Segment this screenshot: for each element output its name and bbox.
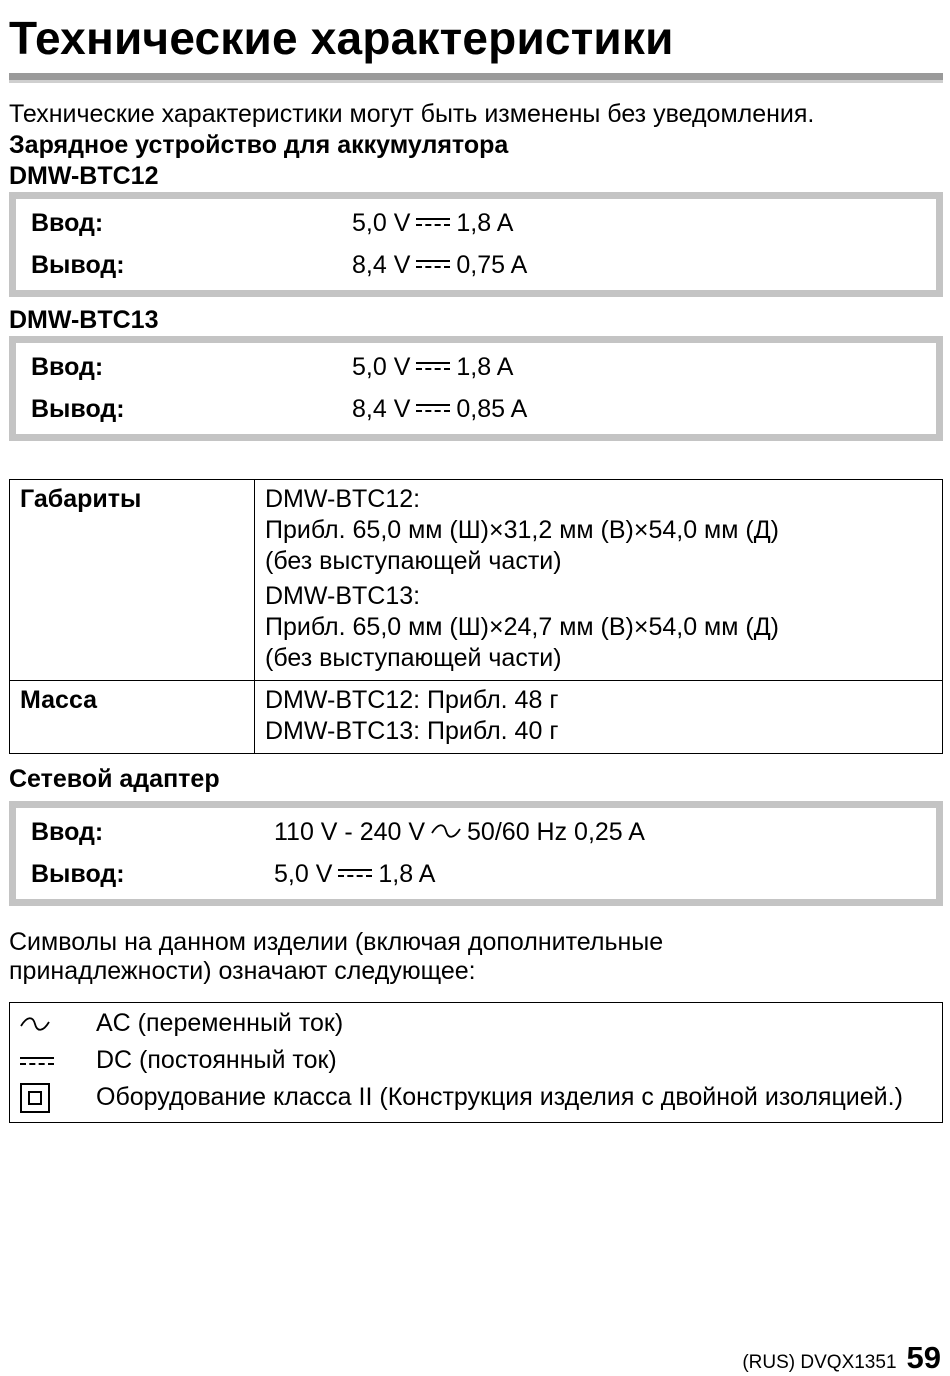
input-value — [352, 209, 513, 238]
dc-symbol-icon — [338, 869, 372, 878]
output-current: 0,75 A — [456, 250, 528, 279]
btc13-input-row — [16, 346, 936, 388]
charger-heading: Зарядное устройство для аккумулятора — [9, 131, 509, 159]
list-item — [10, 1042, 942, 1079]
input-frequency-current: 50/60 Hz 0,25 A — [467, 817, 645, 846]
output-current: 1,8 A — [378, 859, 436, 888]
output-voltage: 8,4 V — [352, 394, 411, 423]
btc13-dims-label: DMW-BTC13: — [265, 582, 421, 610]
document-page — [9, 0, 943, 1123]
symbols-table — [9, 1002, 943, 1123]
page-title: Технические характеристики — [9, 12, 674, 64]
dc-symbol-icon — [416, 218, 450, 227]
symbols-intro-line-2: принадлежности) означают следующее: — [9, 957, 476, 985]
dc-symbol-icon — [416, 260, 450, 269]
ac-symbol-icon — [20, 1017, 50, 1031]
btc12-dims-size: Прибл. 65,0 мм (Ш)×31,2 мм (В)×54,0 мм (Д) — [265, 516, 779, 544]
output-value — [352, 251, 527, 280]
output-value — [352, 395, 527, 424]
btc12-mass: DMW-BTC12: Прибл. 48 г — [265, 686, 559, 714]
ac-symbol-cell — [10, 1009, 96, 1038]
table-row — [10, 480, 943, 681]
input-value — [274, 818, 645, 847]
output-voltage: 8,4 V — [352, 250, 411, 279]
class-ii-double-square-icon — [20, 1083, 50, 1113]
mass-value — [255, 681, 943, 754]
class2-symbol-text: Оборудование класса II (Конструкция изделия с двойной изоляцией.) — [96, 1083, 903, 1111]
btc12-output-row — [16, 244, 936, 286]
title-rule — [9, 73, 943, 83]
list-item — [10, 1005, 942, 1042]
page-number: 59 — [906, 1340, 941, 1375]
adapter-spec-box — [9, 801, 943, 906]
mass-label: Масса — [10, 681, 255, 754]
btc12-spec-box — [9, 192, 943, 297]
input-label: Ввод: — [31, 817, 104, 846]
model-btc12-heading: DMW-BTC12 — [9, 162, 159, 190]
page-footer — [742, 1340, 941, 1376]
symbols-intro-line-1: Символы на данном изделии (включая дополнительные — [9, 928, 664, 956]
ac-symbol-text: AC (переменный ток) — [96, 1009, 344, 1037]
input-voltage: 5,0 V — [352, 352, 411, 381]
list-item — [10, 1079, 942, 1116]
adapter-heading: Сетевой адаптер — [9, 765, 220, 793]
dc-symbol-icon — [20, 1057, 54, 1066]
output-value — [274, 860, 435, 889]
btc12-dims-label: DMW-BTC12: — [265, 485, 421, 513]
input-voltage: 5,0 V — [352, 208, 411, 237]
input-current: 1,8 A — [456, 208, 514, 237]
spec-change-note: Технические характеристики могут быть изменены без уведомления. — [9, 100, 815, 128]
dimensions-value — [255, 480, 943, 681]
input-value — [352, 353, 513, 382]
model-btc13-heading: DMW-BTC13 — [9, 306, 159, 334]
btc13-mass: DMW-BTC13: Прибл. 40 г — [265, 717, 559, 745]
output-current: 0,85 A — [456, 394, 528, 423]
input-voltage: 110 V - 240 V — [274, 817, 426, 846]
output-label: Вывод: — [31, 859, 125, 888]
symbols-intro — [9, 928, 943, 986]
btc13-spec-box — [9, 336, 943, 441]
class2-symbol-cell — [10, 1082, 96, 1112]
input-current: 1,8 A — [456, 352, 514, 381]
dc-symbol-text: DC (постоянный ток) — [96, 1046, 337, 1074]
output-voltage: 5,0 V — [274, 859, 333, 888]
input-label: Ввод: — [31, 352, 104, 381]
table-row — [10, 681, 943, 754]
adapter-input-row — [16, 811, 936, 853]
btc13-dims-size: Прибл. 65,0 мм (Ш)×24,7 мм (В)×54,0 мм (Д) — [265, 613, 779, 641]
dc-symbol-icon — [416, 404, 450, 413]
btc13-output-row — [16, 388, 936, 430]
dc-symbol-icon — [416, 362, 450, 371]
adapter-output-row — [16, 853, 936, 895]
input-label: Ввод: — [31, 208, 104, 237]
dimensions-label: Габариты — [10, 480, 255, 681]
btc13-dims-note: (без выступающей части) — [265, 644, 562, 672]
btc12-dims-note: (без выступающей части) — [265, 547, 562, 575]
output-label: Вывод: — [31, 250, 125, 279]
output-label: Вывод: — [31, 394, 125, 423]
document-code: (RUS) DVQX1351 — [742, 1352, 897, 1373]
dc-symbol-cell — [10, 1046, 96, 1075]
ac-symbol-icon — [431, 824, 461, 838]
btc12-input-row — [16, 202, 936, 244]
dimensions-table — [9, 479, 943, 754]
